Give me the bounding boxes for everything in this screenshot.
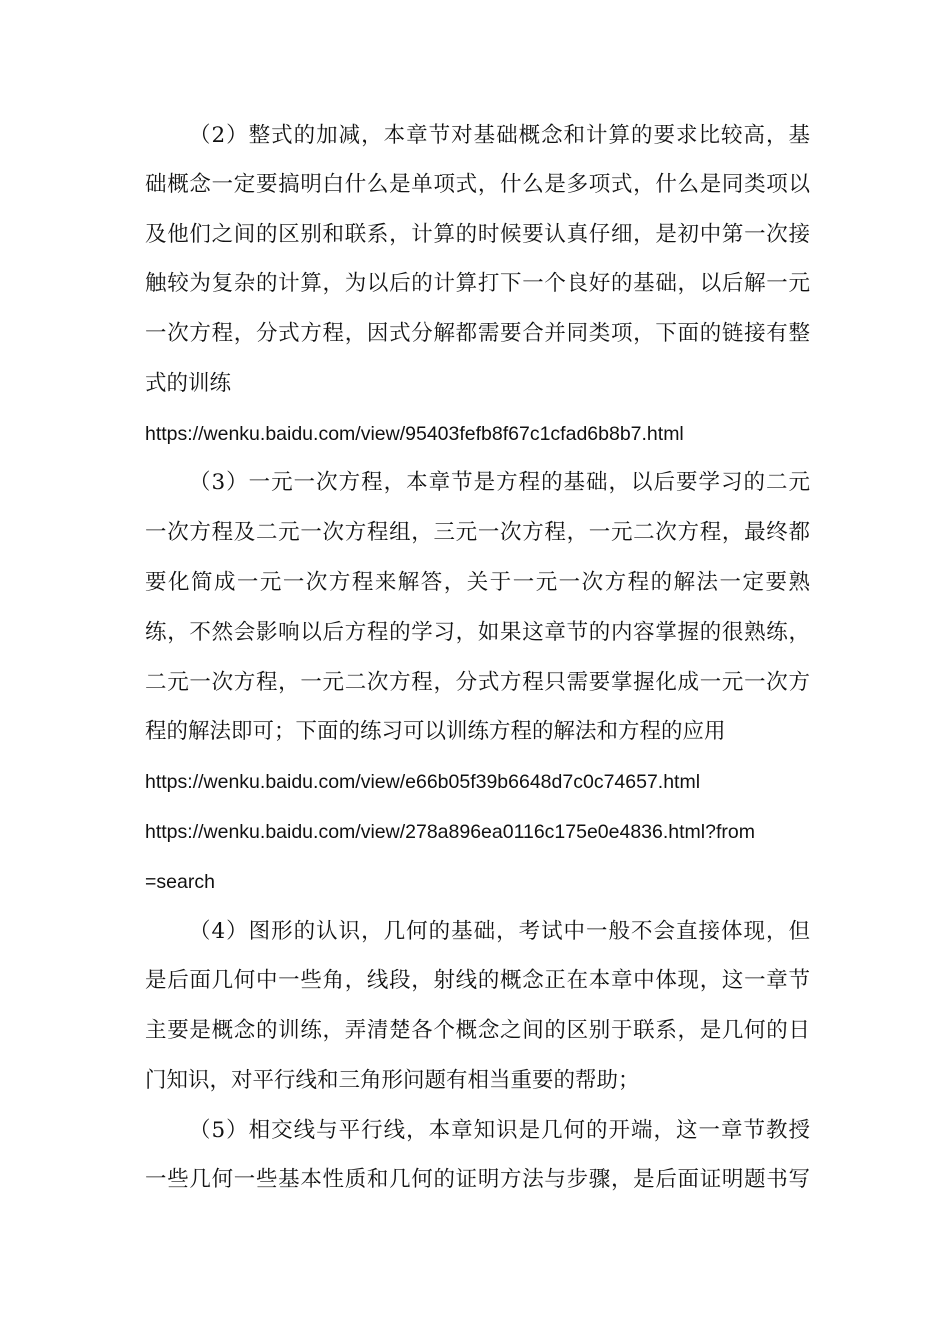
paragraph-3-line-5: 二元一次方程，一元二次方程，分式方程只需要掌握化成一元一次方 (145, 670, 810, 695)
paragraph-5-line-2: 一些几何一些基本性质和几何的证明方法与步骤，是后面证明题书写 (145, 1167, 810, 1192)
link-url-continuation[interactable]: =search (145, 871, 215, 893)
paragraph-5-line-1: （5）相交线与平行线，本章知识是几何的开端，这一章节教授 (189, 1118, 810, 1143)
paragraph-3-line-4: 练，不然会影响以后方程的学习，如果这章节的内容掌握的很熟练， (145, 620, 810, 645)
paragraph-2-line-6: 式的训练 (145, 371, 232, 396)
paragraph-4-line-2: 是后面几何中一些角，线段，射线的概念正在本章中体现，这一章节 (145, 968, 810, 993)
paragraph-4-line-4: 门知识，对平行线和三角形问题有相当重要的帮助； (145, 1068, 640, 1093)
link-url[interactable]: https://wenku.baidu.com/view/95403fefb8f67c1cfad6b8b7.html (145, 423, 684, 445)
paragraph-3-line-2: 一次方程及二元一次方程组，三元一次方程，一元二次方程，最终都 (145, 520, 810, 545)
paragraph-2-line-5: 一次方程，分式方程，因式分解都需要合并同类项，下面的链接有整 (145, 321, 810, 346)
link-url[interactable]: https://wenku.baidu.com/view/278a896ea0116c175e0e4836.html?from (145, 821, 755, 843)
paragraph-2-line-3: 及他们之间的区别和联系，计算的时候要认真仔细，是初中第一次接 (145, 222, 810, 247)
paragraph-3-line-1: （3）一元一次方程，本章节是方程的基础，以后要学习的二元 (189, 470, 810, 495)
paragraph-3-line-3: 要化简成一元一次方程来解答，关于一元一次方程的解法一定要熟 (145, 570, 810, 595)
paragraph-3-line-6: 程的解法即可；下面的练习可以训练方程的解法和方程的应用 (145, 719, 726, 744)
paragraph-2-line-1: （2）整式的加减，本章节对基础概念和计算的要求比较高，基 (189, 123, 810, 148)
paragraph-2-line-2: 础概念一定要搞明白什么是单项式，什么是多项式，什么是同类项以 (145, 172, 810, 197)
paragraph-4-line-3: 主要是概念的训练，弄清楚各个概念之间的区别于联系，是几何的日 (145, 1018, 810, 1043)
paragraph-4-line-1: （4）图形的认识，几何的基础，考试中一般不会直接体现，但 (189, 919, 810, 944)
paragraph-2-line-4: 触较为复杂的计算，为以后的计算打下一个良好的基础，以后解一元 (145, 271, 810, 296)
link-url[interactable]: https://wenku.baidu.com/view/e66b05f39b6648d7c0c74657.html (145, 771, 701, 793)
